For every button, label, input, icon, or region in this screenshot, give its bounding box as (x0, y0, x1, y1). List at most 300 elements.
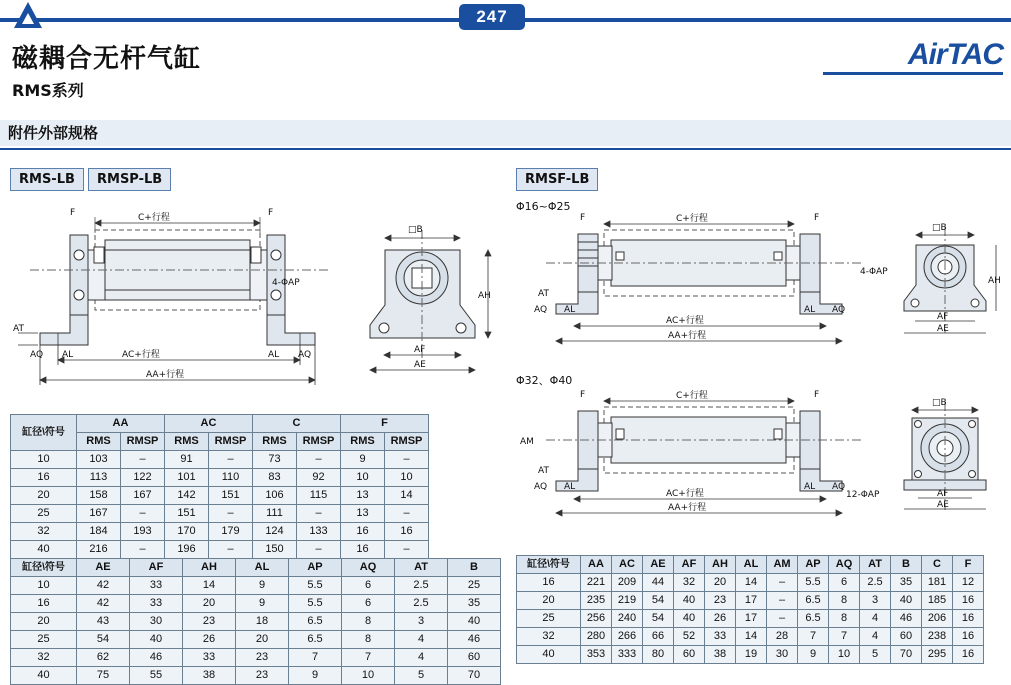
table2-cell-4-5: 7 (342, 649, 395, 667)
table1-cell-5-5: – (297, 541, 341, 559)
table2-cell-5-6: 5 (395, 667, 448, 685)
table2-cell-3-3: 20 (236, 631, 289, 649)
table1-cell-5-1: – (121, 541, 165, 559)
table-row (11, 541, 429, 559)
right-sub-label-1: Φ16~Φ25 (516, 200, 571, 213)
table2-bore-25: 25 (11, 631, 77, 649)
table1-cell-0-2: 91 (165, 451, 209, 469)
drawing-rmsf-lb-end-large (890, 390, 1005, 520)
table1-cell-4-6: 16 (341, 523, 385, 541)
table2-cell-0-4: 5.5 (289, 577, 342, 595)
table3-cell-2-2: 54 (643, 610, 674, 628)
table2-cell-3-0: 54 (77, 631, 130, 649)
table3-cell-0-9: 2.5 (860, 574, 891, 592)
table-aa-ac-c-f (10, 414, 429, 559)
table1-bore-20: 20 (11, 487, 77, 505)
table2-header-AP: AP (289, 559, 342, 577)
table2-cell-1-4: 5.5 (289, 595, 342, 613)
table2-cell-4-4: 7 (289, 649, 342, 667)
hole-callout-12ap: 12-ΦAP (846, 490, 880, 500)
table2-cell-4-1: 46 (130, 649, 183, 667)
table1-cell-5-6: 16 (341, 541, 385, 559)
svg-text:AF: AF (937, 312, 949, 322)
svg-text:F: F (814, 390, 820, 400)
table3-cell-1-5: 17 (736, 592, 767, 610)
svg-text:AL: AL (62, 350, 74, 360)
svg-text:F: F (580, 213, 586, 223)
svg-text:AL: AL (564, 482, 576, 492)
svg-text:C+行程: C+行程 (676, 214, 708, 224)
table3-cell-3-5: 14 (736, 628, 767, 646)
svg-text:C+行程: C+行程 (676, 391, 708, 401)
table3-cell-3-10: 60 (891, 628, 922, 646)
table1-bore-32: 32 (11, 523, 77, 541)
table3-cell-2-8: 8 (829, 610, 860, 628)
svg-text:AQ: AQ (30, 350, 44, 360)
table3-cell-0-12: 12 (953, 574, 984, 592)
table2-cell-1-5: 6 (342, 595, 395, 613)
table2-cell-5-5: 10 (342, 667, 395, 685)
table3-cell-4-5: 19 (736, 646, 767, 664)
right-sub-label-2: Φ32、Φ40 (516, 374, 573, 387)
table2-bore-32: 32 (11, 649, 77, 667)
table2-cell-4-7: 60 (448, 649, 501, 667)
svg-text:F: F (580, 390, 586, 400)
table2-cell-2-5: 8 (342, 613, 395, 631)
table3-cell-1-1: 219 (612, 592, 643, 610)
table2-header-B: B (448, 559, 501, 577)
table-row (11, 505, 429, 523)
table3-cell-3-9: 4 (860, 628, 891, 646)
table3-header-AC: AC (612, 556, 643, 574)
page-title: 磁耦合无杆气缸 (12, 44, 202, 74)
table-ae-af-ah-al (10, 558, 501, 685)
series-subtitle: RMS系列 (12, 81, 84, 100)
panel-label-rmsf-lb: RMSF-LB (516, 168, 598, 191)
table1-subheader-5: RMSP (297, 433, 341, 451)
table-row (11, 523, 429, 541)
table3-cell-3-2: 66 (643, 628, 674, 646)
table3-cell-4-2: 80 (643, 646, 674, 664)
table3-cell-2-9: 4 (860, 610, 891, 628)
svg-text:AT: AT (538, 289, 549, 299)
table3-cell-0-1: 209 (612, 574, 643, 592)
table3-cell-4-3: 60 (674, 646, 705, 664)
table3-cell-2-6: – (767, 610, 798, 628)
table3-bore-16: 16 (517, 574, 581, 592)
page-header (0, 0, 1011, 40)
table1-cell-5-3: – (209, 541, 253, 559)
table2-cell-1-1: 33 (130, 595, 183, 613)
table3-cell-3-7: 7 (798, 628, 829, 646)
table3-cell-3-0: 280 (581, 628, 612, 646)
table1-bore-25: 25 (11, 505, 77, 523)
table1-cell-5-2: 196 (165, 541, 209, 559)
table1-corner-header: 缸径\符号 (11, 415, 77, 451)
svg-text:AE: AE (414, 360, 426, 370)
table-row (11, 631, 501, 649)
svg-text:□B: □B (408, 225, 423, 235)
table1-cell-1-3: 110 (209, 469, 253, 487)
table2-cell-5-0: 75 (77, 667, 130, 685)
table-row (517, 646, 984, 664)
table2-cell-2-7: 40 (448, 613, 501, 631)
table2-header-AL: AL (236, 559, 289, 577)
table1-cell-2-3: 151 (209, 487, 253, 505)
svg-text:AC+行程: AC+行程 (666, 316, 704, 326)
table3-cell-4-9: 5 (860, 646, 891, 664)
table1-cell-4-7: 16 (385, 523, 429, 541)
table1-cell-0-3: – (209, 451, 253, 469)
table3-cell-0-11: 181 (922, 574, 953, 592)
table2-cell-0-7: 25 (448, 577, 501, 595)
brand-underline (823, 72, 1003, 75)
table2-cell-5-7: 70 (448, 667, 501, 685)
table2-cell-3-6: 4 (395, 631, 448, 649)
table2-header-AT: AT (395, 559, 448, 577)
svg-text:AH: AH (478, 291, 491, 301)
table3-cell-2-1: 240 (612, 610, 643, 628)
table2-cell-0-3: 9 (236, 577, 289, 595)
table2-cell-1-3: 9 (236, 595, 289, 613)
table2-corner-header: 缸径\符号 (11, 559, 77, 577)
table3-header-F: F (953, 556, 984, 574)
svg-text:F: F (70, 208, 76, 218)
table3-cell-2-0: 256 (581, 610, 612, 628)
table3-header-AP: AP (798, 556, 829, 574)
svg-text:AQ: AQ (832, 482, 846, 492)
table1-cell-2-6: 13 (341, 487, 385, 505)
table2-cell-2-1: 30 (130, 613, 183, 631)
svg-text:AE: AE (937, 500, 949, 510)
svg-text:AQ: AQ (534, 305, 548, 315)
table1-bore-16: 16 (11, 469, 77, 487)
table1-cell-1-1: 122 (121, 469, 165, 487)
table-row (517, 610, 984, 628)
table3-header-AT: AT (860, 556, 891, 574)
table1-cell-4-3: 179 (209, 523, 253, 541)
table2-cell-3-4: 6.5 (289, 631, 342, 649)
table1-cell-3-1: – (121, 505, 165, 523)
table3-cell-2-7: 6.5 (798, 610, 829, 628)
table1-cell-0-1: – (121, 451, 165, 469)
table1-cell-2-2: 142 (165, 487, 209, 505)
table3-header-AQ: AQ (829, 556, 860, 574)
table1-cell-2-4: 106 (253, 487, 297, 505)
drawing-rmsf-lb-side-large (516, 385, 886, 525)
table1-cell-0-6: 9 (341, 451, 385, 469)
table3-cell-4-1: 333 (612, 646, 643, 664)
table2-bore-16: 16 (11, 595, 77, 613)
table2-cell-5-3: 23 (236, 667, 289, 685)
table3-bore-40: 40 (517, 646, 581, 664)
table3-cell-2-5: 17 (736, 610, 767, 628)
table3-cell-1-4: 23 (705, 592, 736, 610)
table1-cell-1-5: 92 (297, 469, 341, 487)
section-rule (0, 148, 1011, 150)
table3-cell-4-6: 30 (767, 646, 798, 664)
table2-cell-5-2: 38 (183, 667, 236, 685)
svg-text:AA+行程: AA+行程 (668, 331, 707, 341)
table1-cell-0-0: 103 (77, 451, 121, 469)
table3-cell-3-6: 28 (767, 628, 798, 646)
table2-bore-20: 20 (11, 613, 77, 631)
table3-cell-0-0: 221 (581, 574, 612, 592)
table3-cell-1-12: 16 (953, 592, 984, 610)
panel-label-rmsp-lb: RMSP-LB (88, 168, 171, 191)
table-row (11, 469, 429, 487)
table-row (11, 451, 429, 469)
table3-cell-0-7: 5.5 (798, 574, 829, 592)
table3-cell-0-5: 14 (736, 574, 767, 592)
table1-cell-4-4: 124 (253, 523, 297, 541)
svg-text:AH: AH (988, 276, 1001, 286)
logo-triangle-inner-icon (22, 13, 34, 24)
table2-cell-4-3: 23 (236, 649, 289, 667)
table2-cell-3-5: 8 (342, 631, 395, 649)
table3-bore-20: 20 (517, 592, 581, 610)
table-rmsf-lb-dims (516, 555, 984, 664)
svg-text:AT: AT (13, 324, 24, 334)
table1-cell-0-4: 73 (253, 451, 297, 469)
table3-cell-1-11: 185 (922, 592, 953, 610)
table1-cell-2-7: 14 (385, 487, 429, 505)
table3-cell-1-9: 3 (860, 592, 891, 610)
table3-bore-32: 32 (517, 628, 581, 646)
table1-cell-2-0: 158 (77, 487, 121, 505)
table3-corner-header: 缸径\符号 (517, 556, 581, 574)
table3-cell-3-1: 266 (612, 628, 643, 646)
table3-cell-3-11: 238 (922, 628, 953, 646)
table1-cell-4-0: 184 (77, 523, 121, 541)
table1-cell-5-4: 150 (253, 541, 297, 559)
svg-text:AC+行程: AC+行程 (666, 489, 704, 499)
table1-cell-1-6: 10 (341, 469, 385, 487)
table1-cell-3-6: 13 (341, 505, 385, 523)
table3-header-AL: AL (736, 556, 767, 574)
table1-cell-4-2: 170 (165, 523, 209, 541)
svg-text:4-ΦAP: 4-ΦAP (272, 278, 300, 288)
table3-header-B: B (891, 556, 922, 574)
table1-group-header-AA: AA (77, 415, 165, 433)
table2-cell-1-2: 20 (183, 595, 236, 613)
table3-cell-4-8: 10 (829, 646, 860, 664)
table1-cell-1-2: 101 (165, 469, 209, 487)
table3-cell-0-2: 44 (643, 574, 674, 592)
table2-cell-4-2: 33 (183, 649, 236, 667)
table3-cell-0-6: – (767, 574, 798, 592)
svg-text:AL: AL (564, 305, 576, 315)
table1-cell-3-0: 167 (77, 505, 121, 523)
svg-text:AL: AL (804, 482, 816, 492)
table2-header-AQ: AQ (342, 559, 395, 577)
svg-text:□B: □B (932, 223, 947, 233)
table2-cell-0-2: 14 (183, 577, 236, 595)
drawing-rms-lb-end (350, 210, 500, 390)
table2-cell-0-0: 42 (77, 577, 130, 595)
table1-cell-5-7: – (385, 541, 429, 559)
table1-group-header-F: F (341, 415, 429, 433)
table3-cell-2-3: 40 (674, 610, 705, 628)
table-row (517, 592, 984, 610)
table3-cell-4-4: 38 (705, 646, 736, 664)
section-title: 附件外部规格 (8, 124, 99, 142)
table3-cell-1-3: 40 (674, 592, 705, 610)
table2-cell-3-2: 26 (183, 631, 236, 649)
table3-cell-1-0: 235 (581, 592, 612, 610)
table3-cell-3-3: 52 (674, 628, 705, 646)
panel-label-rms-lb: RMS-LB (10, 168, 84, 191)
table3-cell-0-8: 6 (829, 574, 860, 592)
table-row (11, 667, 501, 685)
table2-cell-0-5: 6 (342, 577, 395, 595)
table3-cell-2-12: 16 (953, 610, 984, 628)
table2-bore-10: 10 (11, 577, 77, 595)
hole-callout-4ap: 4-ΦAP (860, 267, 888, 277)
table-row (11, 613, 501, 631)
table1-cell-0-7: – (385, 451, 429, 469)
table1-subheader-1: RMSP (121, 433, 165, 451)
table3-cell-3-4: 33 (705, 628, 736, 646)
table1-cell-4-1: 193 (121, 523, 165, 541)
table3-cell-1-7: 6.5 (798, 592, 829, 610)
table1-cell-2-1: 167 (121, 487, 165, 505)
svg-text:F: F (268, 208, 274, 218)
table3-cell-1-6: – (767, 592, 798, 610)
table1-cell-1-0: 113 (77, 469, 121, 487)
table1-cell-1-7: 10 (385, 469, 429, 487)
svg-text:AQ: AQ (832, 305, 846, 315)
table2-cell-1-7: 35 (448, 595, 501, 613)
table3-cell-0-10: 35 (891, 574, 922, 592)
svg-text:C+行程: C+行程 (138, 213, 170, 223)
svg-text:□B: □B (932, 398, 947, 408)
drawing-rmsf-lb-end-small (890, 215, 1005, 345)
table1-group-header-C: C (253, 415, 341, 433)
table2-cell-1-0: 42 (77, 595, 130, 613)
table1-cell-3-7: – (385, 505, 429, 523)
table2-header-AE: AE (77, 559, 130, 577)
table1-cell-3-5: – (297, 505, 341, 523)
table2-cell-1-6: 2.5 (395, 595, 448, 613)
table3-cell-4-7: 9 (798, 646, 829, 664)
section-bar (0, 120, 1011, 146)
svg-text:AF: AF (937, 489, 949, 499)
svg-text:AC+行程: AC+行程 (122, 350, 160, 360)
svg-text:AL: AL (804, 305, 816, 315)
svg-text:F: F (814, 213, 820, 223)
table1-subheader-3: RMSP (209, 433, 253, 451)
drawing-rms-lb-side (10, 205, 350, 400)
page-number-badge: 247 (459, 4, 525, 30)
table1-subheader-4: RMS (253, 433, 297, 451)
table1-bore-40: 40 (11, 541, 77, 559)
table3-header-AF: AF (674, 556, 705, 574)
table3-cell-0-4: 20 (705, 574, 736, 592)
table3-cell-2-4: 26 (705, 610, 736, 628)
table3-cell-1-10: 40 (891, 592, 922, 610)
table1-group-header-AC: AC (165, 415, 253, 433)
table3-cell-4-12: 16 (953, 646, 984, 664)
table-row (11, 577, 501, 595)
table3-cell-1-2: 54 (643, 592, 674, 610)
table2-cell-2-2: 23 (183, 613, 236, 631)
table1-cell-3-4: 111 (253, 505, 297, 523)
table-row (517, 574, 984, 592)
table2-cell-0-1: 33 (130, 577, 183, 595)
table2-cell-2-6: 3 (395, 613, 448, 631)
table1-bore-10: 10 (11, 451, 77, 469)
table2-header-AF: AF (130, 559, 183, 577)
table2-cell-3-7: 46 (448, 631, 501, 649)
table2-cell-2-3: 18 (236, 613, 289, 631)
table2-cell-3-1: 40 (130, 631, 183, 649)
brand-logo-text: AirTAC (907, 38, 1003, 71)
table1-subheader-0: RMS (77, 433, 121, 451)
svg-text:AL: AL (268, 350, 280, 360)
table3-cell-2-11: 206 (922, 610, 953, 628)
svg-text:AA+行程: AA+行程 (668, 503, 707, 513)
table-row (11, 487, 429, 505)
table-row (517, 628, 984, 646)
table3-bore-25: 25 (517, 610, 581, 628)
table3-header-AA: AA (581, 556, 612, 574)
table3-cell-1-8: 8 (829, 592, 860, 610)
svg-text:AT: AT (538, 466, 549, 476)
table3-header-AM: AM (767, 556, 798, 574)
svg-text:AQ: AQ (298, 350, 312, 360)
table3-cell-3-12: 16 (953, 628, 984, 646)
table1-cell-2-5: 115 (297, 487, 341, 505)
table3-cell-4-0: 353 (581, 646, 612, 664)
drawing-rmsf-lb-side-small (516, 208, 886, 358)
table3-cell-0-3: 32 (674, 574, 705, 592)
table3-header-AH: AH (705, 556, 736, 574)
table1-cell-3-2: 151 (165, 505, 209, 523)
table1-subheader-6: RMS (341, 433, 385, 451)
table1-subheader-7: RMSP (385, 433, 429, 451)
table2-cell-0-6: 2.5 (395, 577, 448, 595)
table1-cell-4-5: 133 (297, 523, 341, 541)
table1-cell-5-0: 216 (77, 541, 121, 559)
table3-header-C: C (922, 556, 953, 574)
table2-bore-40: 40 (11, 667, 77, 685)
table1-subheader-2: RMS (165, 433, 209, 451)
svg-text:AA+行程: AA+行程 (146, 370, 185, 380)
table2-cell-2-0: 43 (77, 613, 130, 631)
table1-cell-1-4: 83 (253, 469, 297, 487)
svg-text:AQ: AQ (534, 482, 548, 492)
table2-cell-5-4: 9 (289, 667, 342, 685)
svg-text:AE: AE (937, 324, 949, 334)
am-callout: AM (520, 437, 534, 447)
table-row (11, 649, 501, 667)
table3-cell-3-8: 7 (829, 628, 860, 646)
table3-cell-4-11: 295 (922, 646, 953, 664)
table-row (11, 595, 501, 613)
table3-cell-4-10: 70 (891, 646, 922, 664)
table1-cell-0-5: – (297, 451, 341, 469)
table3-header-AE: AE (643, 556, 674, 574)
table2-cell-5-1: 55 (130, 667, 183, 685)
table2-header-AH: AH (183, 559, 236, 577)
table2-cell-4-0: 62 (77, 649, 130, 667)
table3-cell-2-10: 46 (891, 610, 922, 628)
table2-cell-2-4: 6.5 (289, 613, 342, 631)
table1-cell-3-3: – (209, 505, 253, 523)
table2-cell-4-6: 4 (395, 649, 448, 667)
svg-text:AF: AF (414, 345, 426, 355)
